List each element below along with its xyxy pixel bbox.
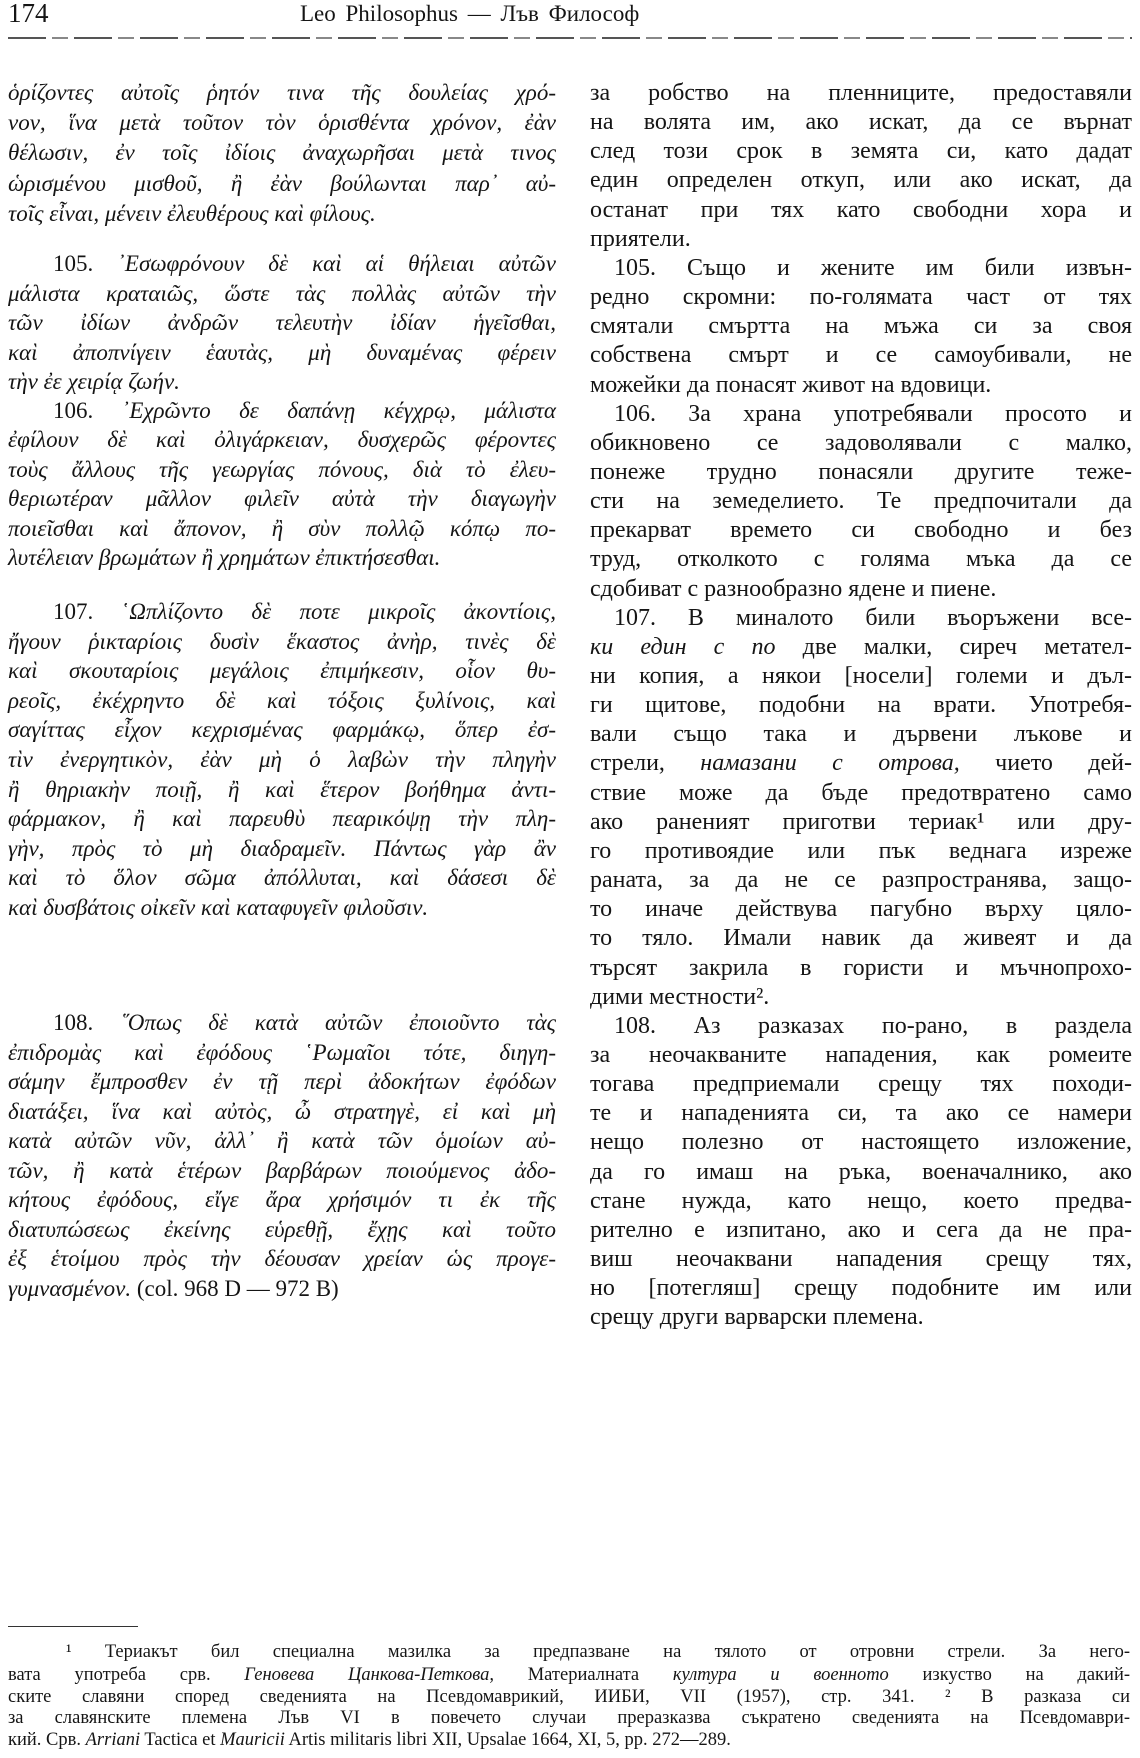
bulgarian-line <box>590 195 1132 225</box>
text-run: καὶ ἀποπνίγειν ἑαυτὰς, μὴ δυναμένας φέρειν <box>8 339 556 365</box>
text-run: но [потегляш] срещу подобните им или <box>590 1275 1132 1302</box>
greek-line <box>8 543 556 573</box>
bulgarian-line <box>590 311 1132 341</box>
text-run: срещу други варварски племена. <box>590 1304 924 1331</box>
text-run: стрели, <box>590 750 701 777</box>
text-run: раната, за да не се разпространява, защо- <box>590 867 1132 894</box>
greek-line <box>8 715 556 745</box>
greek-line <box>8 745 556 775</box>
greek-line <box>8 1038 556 1068</box>
text-run: то иначе действува пагубно върху цяло- <box>590 896 1132 923</box>
greek-line <box>8 279 556 309</box>
bulgarian-line <box>590 661 1132 691</box>
bulgarian-line <box>590 486 1132 516</box>
greek-line <box>8 249 556 279</box>
text-run: μάλιστα κραταιῶς, ὥστε τὰς πολλὰς αὐτῶν τὴν <box>8 280 556 306</box>
text-run: τοὺς ἄλλους τῆς γεωργίας πόνους, διὰ τὸ ἐλευ- <box>8 456 556 482</box>
text-run: нещо полезно от настоящето изложение, <box>590 1129 1132 1156</box>
text-run: ствие може да бъде предотвратено само <box>590 779 1132 806</box>
text-run: Tactica et <box>140 1730 221 1750</box>
text-run: виш неочаквани нападения срещу тях, <box>590 1246 1132 1272</box>
text-run: Mauricii <box>220 1730 285 1750</box>
greek-line <box>8 597 556 627</box>
text-run: ἐφίλουν δὲ καὶ ὀλιγάρκειαν, δυσχερῶς φέροντες <box>8 427 556 453</box>
text-run: ¹ Териакът бил специална мазилка за предпазване на тялото от отровни стрели. За него- <box>66 1642 1130 1662</box>
text-run: тогава предприемали срещу тях походи- <box>590 1071 1132 1098</box>
text-run: прекарват времето си свободно и без <box>590 517 1132 544</box>
text-run: на волята им, ако искат, да се върнат <box>590 109 1132 136</box>
greek-line <box>8 1274 556 1304</box>
bulgarian-line <box>590 1273 1132 1303</box>
bulgarian-line <box>590 603 1132 633</box>
bulgarian-line <box>590 1011 1132 1041</box>
text-run: ки един с <box>590 633 752 660</box>
text-run: Artis militaris libri XII, Upsalae 1664, XI, 5, pp. 272—289. <box>284 1730 731 1750</box>
text-run: те и нападенията си, та ако се намери <box>590 1100 1132 1127</box>
text-run: редно скромни: по-голямата част от тях <box>590 284 1132 311</box>
text-run: τὶν ἐνεργητικὸν, ἐὰν μὴ ὁ λαβὼν τὴν πληγὴν <box>8 747 556 772</box>
bulgarian-line <box>590 953 1132 983</box>
text-run: вали също така и дървени лъкове и <box>590 721 1132 748</box>
text-run: намазани с отрова, <box>700 750 960 777</box>
greek-line <box>8 1126 556 1156</box>
text-run: култура и военното <box>672 1665 889 1685</box>
text-run: τῶν ἰδίων ἀνδρῶν τελευτὴν ἰδίαν ἡγεῖσθαι, <box>8 310 556 336</box>
text-run: 105. <box>53 251 118 276</box>
text-run: един определен откуп, или ако искат, да <box>590 167 1132 194</box>
text-run: κήτους ἐφόδους, εἴγε ἄρα χρήσιμόν τι ἐκ τῆς <box>8 1187 556 1212</box>
text-run: смятали смъртта на мъжа си за своя <box>590 313 1132 340</box>
greek-line <box>8 1156 556 1186</box>
text-run: τὴν ἐε χειρίᾳ ζωήν. <box>8 369 180 395</box>
running-title: Leo Philosophus — Лъв Философ <box>300 1 640 26</box>
bulgarian-line <box>590 224 1132 254</box>
text-run: γὴν, πρὸς τὸ μὴ διαδραμεῖν. Πάντως γὰρ ἂν <box>8 835 556 861</box>
greek-line <box>8 367 556 397</box>
greek-line <box>8 1067 556 1097</box>
bulgarian-line <box>590 574 1132 604</box>
text-run: по <box>751 633 776 660</box>
text-run: τοῖς εἶναι, μένειν ἐλευθέρους καὶ φίλους. <box>8 200 376 226</box>
greek-line <box>8 514 556 544</box>
text-run: кий. Срв. <box>8 1730 86 1750</box>
text-run: търсят закрила в гористи и мъчнопрохо- <box>590 954 1132 981</box>
greek-line <box>8 1097 556 1127</box>
text-run: Материалната <box>494 1665 673 1685</box>
text-run: ᾿Εσωφρόνουν δὲ καὶ αἱ θήλειαι αὐτῶν <box>117 251 556 276</box>
greek-line <box>8 338 556 368</box>
text-run: останат при тях като свободни хора и <box>590 196 1132 223</box>
bulgarian-line <box>590 632 1132 662</box>
text-run: стане нужда, като нещо, което предва- <box>590 1187 1132 1214</box>
text-run: след този срок в земята си, като дадат <box>590 138 1132 165</box>
text-run: θεριωτέραν μᾶλλον φιλεῖν αὐτὰ τὴν διαγωγὴν <box>8 486 556 512</box>
greek-line <box>8 1215 556 1245</box>
text-run: ἢ θηριακὴν ποιῇ, ἢ καὶ ἕτερον βοήθημα ἀντι- <box>8 776 556 802</box>
text-run: ποιεῖσθαι καὶ ἄπονον, ἢ σὺν πολλῷ κόπῳ πο- <box>8 515 556 541</box>
bulgarian-line <box>590 1244 1132 1274</box>
text-run: καὶ δυσβάτοις οἰκεῖν καὶ καταφυγεῖν φιλοῦσιν. <box>8 895 429 920</box>
text-run: ρεοῖς, ἐκέχρηντο δὲ καὶ τόξοις ξυλίνοις, καὶ <box>8 687 556 713</box>
bulgarian-line <box>590 748 1132 778</box>
text-run: (col. 968 D — 972 B) <box>131 1275 339 1301</box>
text-run: две малки, сиреч метател- <box>775 633 1132 660</box>
bulgarian-line <box>590 544 1132 574</box>
text-run: 106. За храна употребявали просото и <box>614 400 1132 427</box>
greek-line <box>8 455 556 485</box>
bulgarian-line <box>590 865 1132 895</box>
greek-line <box>8 804 556 834</box>
text-run: 107. <box>53 599 122 624</box>
bulgarian-line <box>590 282 1132 312</box>
text-run: 108. <box>53 1010 121 1035</box>
greek-line <box>8 1185 556 1215</box>
bulgarian-line <box>590 1215 1132 1245</box>
greek-line <box>8 108 556 138</box>
text-run: сти на земеделието. Те предпочитали да <box>590 488 1132 515</box>
bulgarian-line <box>590 1098 1132 1128</box>
bulgarian-line <box>590 1069 1132 1099</box>
text-run: ни копия, а някои [носели] големи и дъл- <box>590 663 1132 689</box>
text-run: καὶ σκουταρίοις μεγάλοις ἐπιμήκεσιν, οἷον θυ- <box>8 658 556 684</box>
header-rule <box>8 37 1132 39</box>
text-run: σαγίττας εἶχον κεχρισμένας φαρμάκῳ, ὅπερ ἐσ- <box>8 717 556 743</box>
bulgarian-line <box>590 1302 1132 1332</box>
text-run: ги щитове, подобни на врати. Употребя- <box>590 692 1132 719</box>
text-run: θέλωσιν, ἐν τοῖς ἰδίοις ἀναχωρῆσαι μετὰ τινος <box>8 140 556 166</box>
text-run: за робство на пленниците, предоставяли <box>590 80 1132 106</box>
greek-line <box>8 138 556 168</box>
text-run: διατυπώσεως ἐκείνης εὑρεθῇ, ἔχῃς καὶ τοῦτο <box>8 1216 556 1242</box>
text-run: труд, отколкото с голяма мъка да се <box>590 546 1132 573</box>
bulgarian-line <box>590 923 1132 953</box>
text-run: ῞Οπως δὲ κατὰ αὐτῶν ἐποιοῦντο τὰς <box>120 1010 556 1035</box>
text-run: да го имаш на ръка, военачалнико, ако <box>590 1158 1132 1185</box>
text-run: за славянските племена Лъв VI в повечето случаи преразказва съкратено сведенията на Псевдомаври- <box>8 1708 1130 1728</box>
text-run: καὶ τὸ ὅλον σῶμα ἀπόλλυται, καὶ δάσεσι δὲ <box>8 865 556 891</box>
text-run: 105. Също и жените им били извън- <box>614 254 1132 281</box>
bulgarian-line <box>590 399 1132 429</box>
footnote-line <box>8 1664 1130 1686</box>
bulgarian-line <box>590 78 1132 108</box>
text-run: γυμνασμένον. <box>8 1275 132 1301</box>
text-run: ὁρίζοντες αὐτοῖς ῥητόν τινα τῆς δουλείας χρό- <box>8 80 556 105</box>
text-run: рително е изпитано, ако и сега да не пра- <box>590 1216 1132 1243</box>
text-run: σάμην ἔμπροσθεν ἐν τῇ περὶ ἀδοκήτων ἐφόδων <box>8 1069 556 1094</box>
text-run: 108. Аз разказах по-рано, в раздела <box>614 1012 1132 1039</box>
greek-line <box>8 396 556 426</box>
text-run: τῶν, ἢ κατὰ ἑτέρων βαρβάρων ποιούμενος ἀδο- <box>8 1157 556 1183</box>
greek-line <box>8 1008 556 1038</box>
greek-line <box>8 1244 556 1274</box>
text-run: κατὰ αὐτῶν νῦν, ἀλλ᾽ ἢ κατὰ τῶν ὁμοίων αὐ- <box>8 1128 556 1153</box>
greek-line <box>8 627 556 657</box>
text-run: то тяло. Имали навик да живеят и да <box>590 925 1132 952</box>
page-number: 174 <box>8 0 49 28</box>
text-run: можейки да понасят живот на вдовици. <box>590 371 992 398</box>
text-run: изкуство на дакий- <box>888 1665 1131 1685</box>
text-run: собствена смърт и се самоубивали, не <box>590 342 1132 369</box>
text-run: ἐξ ἑτοίμου πρὸς τὴν δέουσαν χρείαν ὡς προγε- <box>8 1246 556 1271</box>
greek-line <box>8 78 556 108</box>
greek-line <box>8 893 556 923</box>
text-run: 107. В миналото били въоръжени все- <box>614 604 1132 631</box>
bulgarian-line <box>590 1157 1132 1187</box>
greek-line <box>8 169 556 199</box>
bulgarian-line <box>590 1186 1132 1216</box>
text-run: обикновено се задоволявали с малко, <box>590 429 1132 456</box>
text-run: приятели. <box>590 225 691 252</box>
bulgarian-line <box>590 136 1132 166</box>
greek-line <box>8 834 556 864</box>
text-run: λυτέλειαν βρωμάτων ἢ χρημάτων ἐπικτήσεσθαι. <box>8 545 441 570</box>
footnote-line <box>8 1686 1130 1708</box>
greek-line <box>8 484 556 514</box>
text-run: 106. <box>53 398 122 423</box>
text-run: Arriani <box>85 1730 141 1750</box>
bulgarian-line <box>590 894 1132 924</box>
bulgarian-line <box>590 340 1132 370</box>
text-run: νον, ἵνα μετὰ τοῦτον τὸν ὁρισθέντα χρόνον, ἐὰν <box>8 110 556 136</box>
bulgarian-line <box>590 719 1132 749</box>
bulgarian-line <box>590 778 1132 808</box>
text-run: понеже трудно понасяли другите теже- <box>590 458 1132 485</box>
bulgarian-line <box>590 370 1132 400</box>
greek-line <box>8 656 556 686</box>
bulgarian-line <box>590 515 1132 545</box>
greek-line <box>8 308 556 338</box>
text-run: чието дей- <box>959 750 1133 777</box>
text-run: Геновева Цанкова-Петкова, <box>244 1665 494 1685</box>
bulgarian-line <box>590 1040 1132 1070</box>
bulgarian-line <box>590 807 1132 837</box>
bulgarian-line <box>590 1127 1132 1157</box>
footnote-line <box>8 1707 1130 1729</box>
text-run: ἤγουν ῥικταρίοις δυσὶν ἕκαστος ἀνὴρ, τινὲς δὲ <box>8 628 556 654</box>
text-run: за неочакваните нападения, как ромеите <box>590 1041 1132 1068</box>
text-run: го противоядие или пък веднага изреже <box>590 837 1132 864</box>
bulgarian-line <box>590 165 1132 195</box>
text-run: дими местности². <box>590 983 770 1010</box>
text-run: ὡρισμένου μισθοῦ, ἢ ἐὰν βούλωνται παρ᾽ αὐ- <box>8 170 556 196</box>
footnote-rule <box>8 1626 138 1627</box>
footnote-line <box>8 1729 1130 1751</box>
bulgarian-line <box>590 253 1132 283</box>
text-run: διατάξει, ἵνα καὶ αὐτὸς, ὦ στρατηγὲ, εἰ καὶ μὴ <box>8 1098 556 1124</box>
text-run: сдобиват с разнообразно ядене и пиене. <box>590 575 997 602</box>
greek-line <box>8 199 556 229</box>
bulgarian-line <box>590 690 1132 720</box>
text-run: ἐπιδρομὰς καὶ ἐφόδους ῾Ρωμαῖοι τότε, διηγη- <box>8 1039 556 1065</box>
greek-line <box>8 863 556 893</box>
text-run: ᾿Εχρῶντο δε δαπάνῃ κέγχρῳ, μάλιστα <box>121 398 556 423</box>
bulgarian-line <box>590 107 1132 137</box>
text-run: φάρμακον, ἢ καὶ παρευθὺ πεαρικόψῃ τὴν πλη- <box>8 806 556 832</box>
bulgarian-line <box>590 836 1132 866</box>
text-run: ῾Ωπλίζοντο δὲ ποτε μικροῖς ἀκοντίοις, <box>121 599 557 624</box>
footnote-line <box>66 1641 1130 1663</box>
text-run: ските славяни според сведенията на Псевдомаврикий, ИИБИ, VII (1957), стр. 341. ² В разказа си <box>8 1687 1130 1707</box>
bulgarian-line <box>590 982 1132 1012</box>
greek-line <box>8 686 556 716</box>
text-run: вата употреба срв. <box>8 1665 245 1685</box>
greek-line <box>8 775 556 805</box>
text-run: ако раненият приготви териак¹ или дру- <box>590 808 1132 835</box>
greek-line <box>8 425 556 455</box>
bulgarian-line <box>590 457 1132 487</box>
bulgarian-line <box>590 428 1132 458</box>
